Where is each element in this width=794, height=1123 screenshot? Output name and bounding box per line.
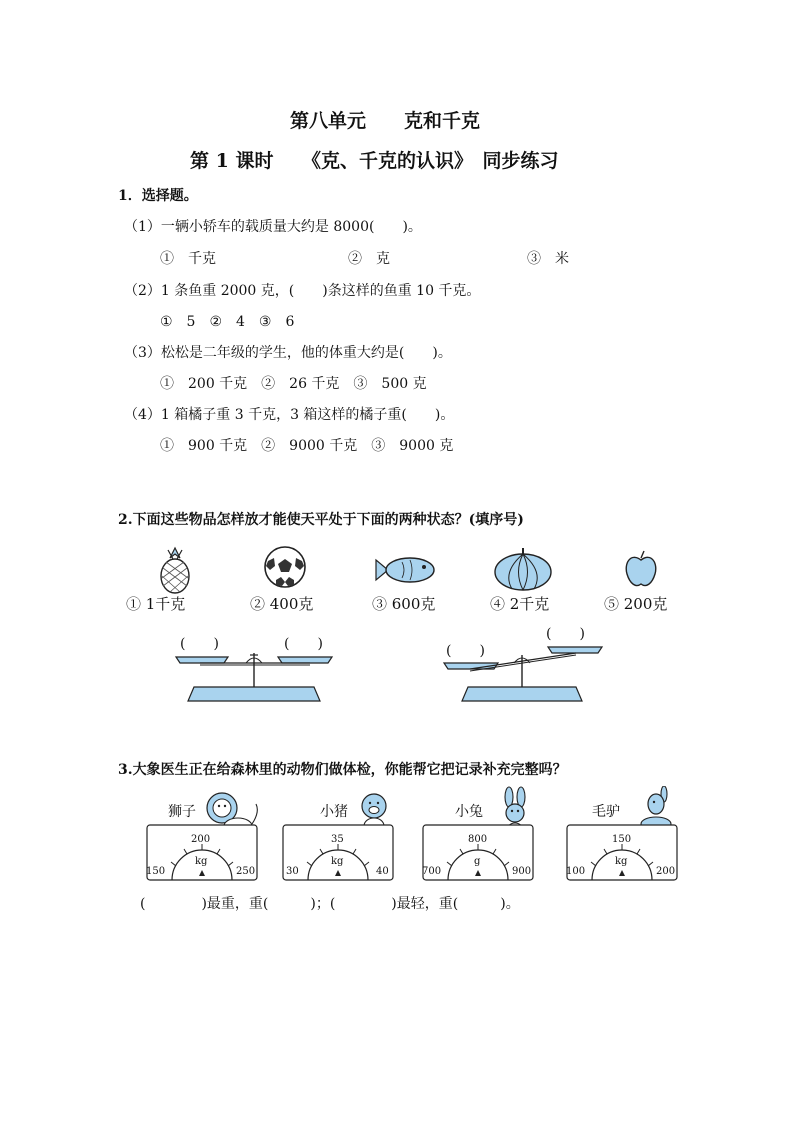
scale-rabbit-unit: g bbox=[474, 856, 481, 867]
answer-line: ( )最重，重( )；( )最轻，重( )。 bbox=[140, 896, 520, 912]
scale-pig-min: 30 bbox=[286, 866, 299, 877]
animal-name-pig: 小猪 bbox=[320, 804, 348, 820]
section3-heading: 3.大象医生正在给森林里的动物们做体检，你能帮它把记录补充完整吗？ bbox=[118, 762, 567, 778]
animal-name-donkey: 毛驴 bbox=[592, 804, 620, 820]
section2-heading: 2.下面这些物品怎样放才能使天平处于下面的两种状态？(填序号) bbox=[118, 512, 524, 528]
q3-options: ① 200 千克 ② 26 千克 ③ 500 克 bbox=[160, 376, 427, 392]
scale-lion-min: 150 bbox=[146, 866, 166, 877]
pineapple-icon bbox=[150, 544, 200, 594]
question-1: （1）一辆小轿车的载质量大约是 8000( )。 bbox=[124, 219, 422, 235]
scale-donkey-max: 200 bbox=[656, 866, 676, 877]
scale-pig-mid: 35 bbox=[331, 834, 344, 845]
balance2-left-blank: ( ) bbox=[446, 643, 485, 659]
question-4: （4）1 箱橘子重 3 千克，3 箱这样的橘子重( )。 bbox=[124, 407, 455, 423]
unit-title: 第八单元 克和千克 bbox=[290, 110, 481, 132]
scale-donkey-min: 100 bbox=[566, 866, 586, 877]
q4-options: ① 900 千克 ② 9000 千克 ③ 9000 克 bbox=[160, 438, 454, 454]
scale-donkey-unit: kg bbox=[615, 856, 628, 867]
fish-icon bbox=[372, 552, 438, 588]
scale-rabbit-min: 700 bbox=[422, 866, 442, 877]
item-label-5: ⑤ 200克 bbox=[604, 595, 668, 613]
q2-options: ① 5 ② 4 ③ 6 bbox=[160, 314, 295, 330]
animal-name-rabbit: 小兔 bbox=[455, 804, 483, 820]
q1-option-2: ② 克 bbox=[348, 251, 390, 267]
scale-lion-mid: 200 bbox=[191, 834, 211, 845]
item-label-1: ① 1千克 bbox=[126, 595, 186, 613]
pumpkin-icon bbox=[492, 542, 554, 592]
question-3: （3）松松是二年级的学生，他的体重大约是( )。 bbox=[124, 345, 452, 361]
scale-rabbit-mid: 800 bbox=[468, 834, 488, 845]
section1-heading: 1．选择题。 bbox=[118, 188, 198, 204]
soccer-ball-icon bbox=[262, 544, 308, 590]
animal-name-lion: 狮子 bbox=[168, 804, 196, 820]
item-label-4: ④ 2千克 bbox=[490, 595, 550, 613]
q1-option-1: ① 千克 bbox=[160, 251, 216, 267]
scale-donkey-mid: 150 bbox=[612, 834, 632, 845]
balance-tilted-icon bbox=[440, 637, 612, 707]
scale-rabbit-max: 900 bbox=[512, 866, 532, 877]
balance2-right-blank: ( ) bbox=[546, 626, 585, 642]
balance-level-icon bbox=[170, 645, 340, 705]
balance1-right-blank: ( ) bbox=[284, 636, 323, 652]
balance1-left-blank: ( ) bbox=[180, 636, 219, 652]
scale-lion-max: 250 bbox=[236, 866, 256, 877]
q1-option-3: ③ 米 bbox=[527, 251, 569, 267]
scale-pig-unit: kg bbox=[331, 856, 344, 867]
item-label-2: ② 400克 bbox=[250, 595, 314, 613]
question-2: （2）1 条鱼重 2000 克，( )条这样的鱼重 10 千克。 bbox=[124, 283, 481, 299]
scale-pig-max: 40 bbox=[376, 866, 389, 877]
lesson-title: 第 1 课时 《克、千克的认识》 同步练习 bbox=[190, 150, 559, 172]
apple-icon bbox=[622, 548, 660, 590]
scale-lion-unit: kg bbox=[195, 856, 208, 867]
item-label-3: ③ 600克 bbox=[372, 595, 436, 613]
